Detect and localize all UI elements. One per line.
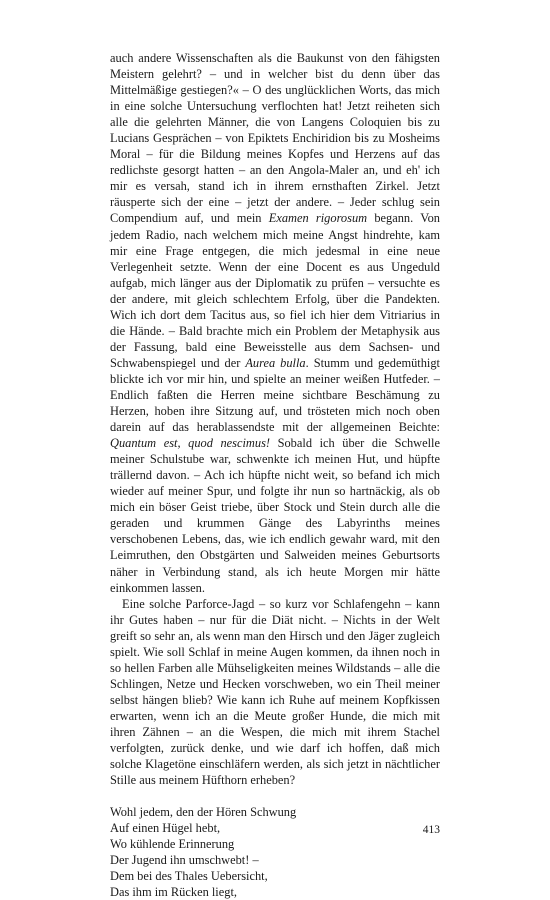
verse-section — [110, 804, 440, 900]
italic-phrase: Quantum est, quod nescimus! — [110, 436, 271, 451]
italic-phrase: Examen rigorosum — [268, 211, 368, 226]
paragraph-2: Eine solche Parforce-Jagd – so kurz vor Schlafengehn – kann ihr Gutes haben – nur für die Diät nicht. – Nichts in der Welt greift so sehr an, als wenn man den Hirsch und den Jäger zugleich spielt. Wie soll Schlaf in meine Augen kommen, da ihnen noch in so hellen Farben alle Mühseligkeiten meines Wildstands – alle die Schlingen, Netze und Hecken vorschweben, wo ein Theil meiner selbst hängen blieb? Wie kann ich Ruhe auf meinem Kopfkissen erwarten, wenn ich an die Meute großer Hunde, die mich mit ihren Zähnen – an die Wespen, die mich mit ihrem Stachel verfolgten, zurück denke, und wie darf ich hoffen, daß mich solche Klagetöne einschläfern werden, als sich jetzt in nächtlicher Stille aus meinem Hüfthorn erheben? — [110, 596, 440, 788]
paragraph-1: auch andere Wissenschaften als die Baukunst von den fähigsten Meistern gelehrt? – und in welcher bist du denn über das Mittelmäßige gestiegen?« – O des unglücklichen Worts, das mich in eine solche Untersuchung verflochten hat! Jetzt reiheten sich alle die gelehrten Männer, die von Langens Coloquien bis zu Lucians Gesprächen – von Epiktets Enchiridion bis zu Mosheims Moral – für die Bildung meines Kopfes und Herzens auf das redlichste gesorgt hatten – an den Angola-Maler an, und eh' ich mir es versah, stand ich in ihrem ernsthaften Zirkel. Jetzt räusperte sich der eine – jetzt der andere. – Jeder schlug sein Compendium auf, und mein Examen rigorosum begann. Von jedem Radio, nach welchem mich meine Angst hindrehte, kam mir eine Frage entgegen, die mich jedesmal in eine neue Verlegenheit setzte. Wenn der eine Docent es aus Ungeduld aufgab, mich länger aus der Diplomatik zu prüfen – versuchte es der andere, mit gleich schlechtem Erfolg, über die Pandekten. Wich ich dort dem Tacitus aus, so fiel ich hier dem Vitriarius in die Hände. – Bald brachte mich ein Problem der Metaphysik aus der Fassung, bald eine Beweisstelle aus dem Sachsen- und Schwabenspiegel und der Aurea bulla. Stumm und gedemüthigt blickte ich vor mir hin, und spielte an meiner weißen Hutfeder. – Endlich faßten die Herren meine sichtbare Beschämung zu Herzen, hoben ihre Sitzung auf, und trösteten mich noch oben darein auf das herablassendste mit der allgemeinen Beichte: Quantum est, quod nescimus! Sobald ich über die Schwelle meiner Schulstube war, schwenkte ich meinen Hut, und hüpfte trällernd davon. – Ach ich hüpfte nicht weit, so befand ich mich wieder auf meiner Spur, und folgte ihr nun so hartnäckig, als ob mich ein böser Geist triebe, über Stock und Stein durch alle die geraden und krummen Gänge des Labyrinths meines verschobenen Lebens, das, wie ich endlich gewahr ward, mit den Leimruthen, den Obstgärten und Salweiden meines Geburtsorts näher in Verbindung stand, als ich heute Morgen mir hätte einkommen lassen. — [110, 51, 441, 595]
verse-line: Auf einen Hügel hebt, — [110, 821, 221, 836]
verse-line: Wohl jedem, den der Hören Schwung — [110, 805, 297, 820]
italic-phrase: Aurea bulla — [245, 355, 306, 370]
verse-line: Das ihm im Rücken liegt, — [110, 885, 237, 900]
prose-section — [110, 50, 440, 788]
verse-line: Dem bei des Thales Uebersicht, — [110, 869, 268, 884]
verse-line: Wo kühlende Erinnerung — [110, 837, 235, 852]
page-body — [110, 50, 440, 900]
verse-line: Der Jugend ihn umschwebt! – — [110, 853, 259, 868]
page-number: 413 — [422, 824, 440, 836]
